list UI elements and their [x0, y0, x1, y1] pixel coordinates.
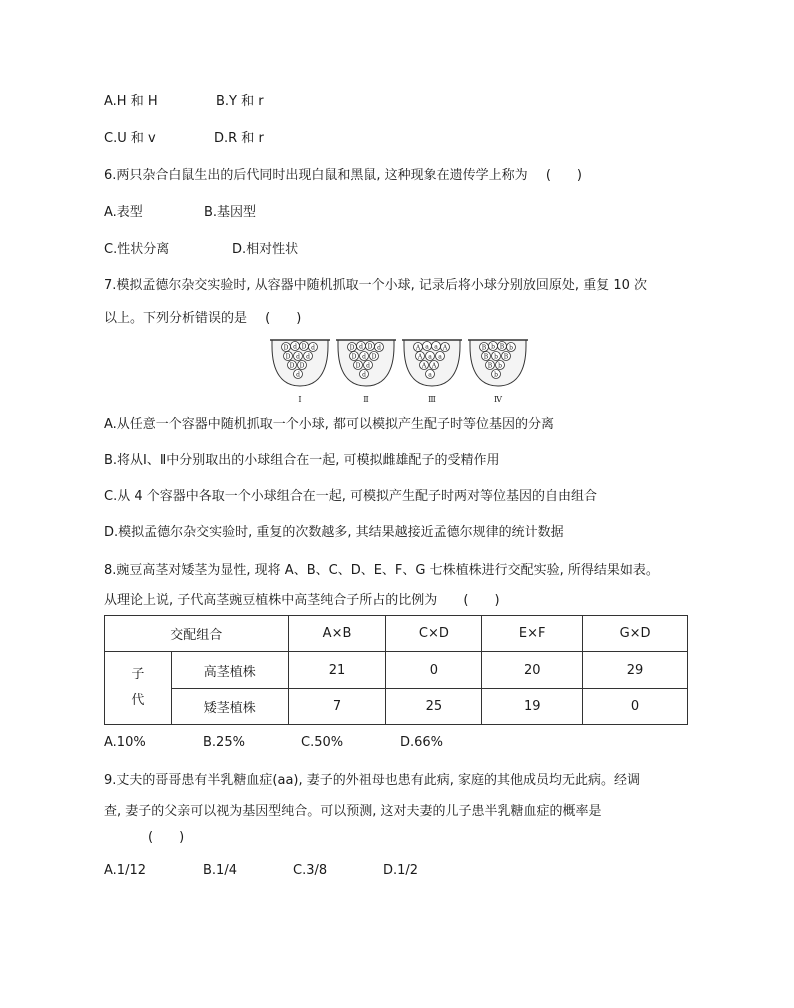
q8-stem-line1: 8.豌豆高茎对矮茎为显性, 现将 A、B、C、D、E、F、G 七株植株进行交配实验, 所得结果如表。: [104, 563, 659, 578]
row-group-char-1: 子: [131, 667, 145, 682]
ball-letter: d: [362, 371, 366, 379]
ball-letter: b: [491, 343, 495, 351]
ball-letter: D: [299, 362, 305, 370]
table-column-header: E×F: [482, 616, 583, 652]
q8-answer-paren: ( ): [463, 593, 500, 608]
ball-letter: A: [415, 344, 421, 352]
q8-data-table: [104, 615, 688, 725]
q9-option-d: D.1/2: [383, 863, 419, 878]
ball-letter: D: [351, 353, 357, 361]
q6-answer-paren: ( ): [545, 168, 582, 183]
ball-letter: D: [285, 353, 291, 361]
q8-option-c: C.50%: [301, 735, 344, 750]
ball-letter: D: [289, 362, 295, 370]
q9-option-b: B.1/4: [203, 863, 237, 878]
table-column-header: G×D: [583, 616, 688, 652]
container-label: Ⅰ: [298, 395, 302, 404]
table-cell: 7: [288, 689, 386, 725]
table-cell: 0: [386, 652, 482, 689]
q8-option-d: D.66%: [400, 735, 444, 750]
table-cell: 19: [482, 689, 583, 725]
q5-option-d: D.R 和 r: [214, 131, 264, 146]
q9-stem-line2: 查, 妻子的父亲可以视为基因型纯合。可以预测, 这对夫妻的儿子患半乳糖血症的概率是: [104, 804, 602, 819]
ball-letter: B: [499, 343, 505, 351]
q7-option-b: B.将从Ⅰ、Ⅱ中分别取出的小球组合在一起, 可模拟雌雄配子的受精作用: [104, 453, 500, 468]
ball-letter: A: [421, 362, 427, 370]
ball-container: [336, 340, 396, 404]
table-row-label: 高茎植株: [171, 652, 288, 689]
ball-letter: D: [371, 353, 377, 361]
q5-option-b: B.Y 和 r: [216, 94, 264, 109]
ball-container: [468, 340, 528, 404]
ball-letter: A: [431, 362, 437, 370]
table-row: [105, 689, 688, 725]
ball-letter: d: [296, 353, 300, 361]
q5-option-a: A.H 和 H: [104, 94, 158, 109]
q9-answer-paren: ( ): [148, 830, 185, 845]
q7-container-figure: [268, 336, 536, 408]
ball-letter: D: [283, 344, 289, 352]
ball-letter: a: [434, 343, 438, 351]
q7-option-c: C.从 4 个容器中各取一个小球组合在一起, 可模拟产生配子时两对等位基因的自由组合: [104, 489, 598, 504]
q7-option-a: A.从任意一个容器中随机抓取一个小球, 都可以模拟产生配子时等位基因的分离: [104, 417, 555, 432]
table-cell: 21: [288, 652, 386, 689]
ball-letter: D: [301, 343, 307, 351]
ball-letter: D: [367, 343, 373, 351]
container-label: Ⅱ: [363, 395, 369, 404]
table-header-label: 交配组合: [105, 616, 289, 652]
q6-stem: [104, 166, 582, 186]
ball-container: [402, 340, 462, 404]
table-row: [105, 652, 688, 689]
table-cell: 0: [583, 689, 688, 725]
q7-stem-line2-text: 以上。下列分析错误的是: [104, 311, 248, 326]
q7-stem-line1: 7.模拟孟德尔杂交实验时, 从容器中随机抓取一个小球, 记录后将小球分别放回原处, 重复 10 次: [104, 278, 648, 293]
row-group-char-2: 代: [131, 693, 145, 708]
q6-option-d: D.相对性状: [232, 242, 299, 257]
q9-option-a: A.1/12: [104, 863, 146, 878]
table-column-header: C×D: [386, 616, 482, 652]
container-label: Ⅲ: [428, 395, 436, 404]
ball-letter: d: [293, 343, 297, 351]
container-label: Ⅳ: [494, 395, 502, 404]
q9-option-c: C.3/8: [293, 863, 328, 878]
ball-letter: d: [362, 353, 366, 361]
ball-letter: b: [498, 362, 502, 370]
ball-letter: d: [296, 371, 300, 379]
ball-letter: B: [481, 344, 487, 352]
q6-option-a: A.表型: [104, 205, 143, 220]
q8-option-b: B.25%: [203, 735, 245, 750]
q6-option-c: C.性状分离: [104, 242, 170, 257]
ball-letter: a: [428, 371, 432, 379]
ball-letter: d: [306, 353, 310, 361]
ball-letter: B: [483, 353, 489, 361]
table-cell: 25: [386, 689, 482, 725]
ball-letter: D: [349, 344, 355, 352]
q8-stem-line2: [104, 591, 500, 611]
ball-letter: b: [509, 344, 513, 352]
q7-answer-paren: ( ): [265, 311, 302, 326]
ball-letter: a: [438, 353, 442, 361]
ball-letter: b: [494, 353, 498, 361]
q5-option-c: C.U 和 v: [104, 131, 156, 146]
table-column-header: A×B: [288, 616, 386, 652]
q6-stem-text: 6.两只杂合白鼠生出的后代同时出现白鼠和黑鼠, 这种现象在遗传学上称为: [104, 168, 528, 183]
ball-letter: A: [442, 344, 448, 352]
q9-stem-line1: 9.丈夫的哥哥患有半乳糖血症(aa), 妻子的外祖母也患有此病, 家庭的其他成员均无此病。经调: [104, 773, 641, 788]
ball-letter: a: [428, 353, 432, 361]
ball-letter: b: [494, 371, 498, 379]
table-row-group-label: [105, 652, 172, 725]
table-cell: 29: [583, 652, 688, 689]
ball-letter: d: [366, 362, 370, 370]
ball-letter: a: [425, 343, 429, 351]
ball-letter: B: [487, 362, 493, 370]
q7-stem-line2: [104, 309, 301, 329]
q8-stem-line2-text: 从理论上说, 子代高茎豌豆植株中高茎纯合子所占的比例为: [104, 593, 438, 608]
ball-letter: A: [417, 353, 423, 361]
q8-option-a: A.10%: [104, 735, 146, 750]
q7-option-d: D.模拟孟德尔杂交实验时, 重复的次数越多, 其结果越接近孟德尔规律的统计数据: [104, 525, 564, 540]
ball-letter: d: [359, 343, 363, 351]
ball-container: [270, 340, 330, 404]
ball-letter: d: [377, 344, 381, 352]
ball-letter: d: [311, 344, 315, 352]
ball-letter: B: [503, 353, 509, 361]
table-cell: 20: [482, 652, 583, 689]
table-header-row: [105, 616, 688, 652]
table-row-label: 矮茎植株: [171, 689, 288, 725]
q6-option-b: B.基因型: [204, 205, 257, 220]
ball-letter: D: [355, 362, 361, 370]
